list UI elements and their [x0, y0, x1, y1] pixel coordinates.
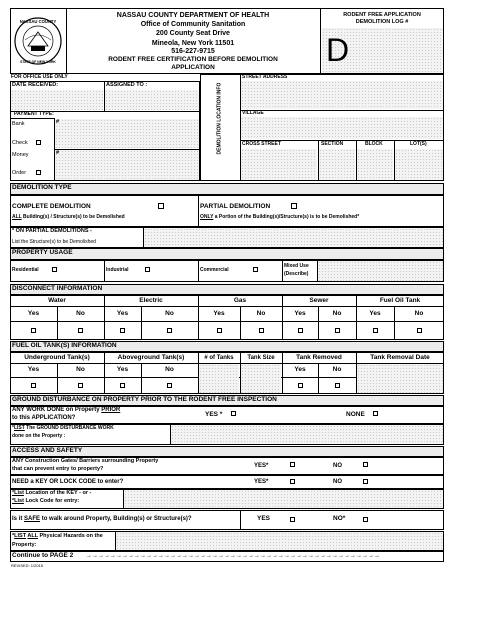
payment-type-label: PAYMENT TYPE:: [14, 111, 54, 117]
list-key-word: *List: [12, 490, 24, 496]
demolition-type-heading: DEMOLITION TYPE: [12, 184, 72, 191]
underground-no-label: No: [76, 366, 85, 373]
partial-demolition-label: PARTIAL DEMOLITION: [200, 203, 271, 210]
gas-yes-label: Yes: [213, 310, 225, 317]
num-tanks-field[interactable]: [199, 364, 239, 393]
electric-no-label: No: [165, 310, 174, 317]
money-order-checkbox[interactable]: [36, 170, 41, 175]
underground-tanks-label: Underground Tank(s): [24, 354, 90, 361]
revised-date: REVISED: 1/2015: [11, 563, 44, 568]
money-order-number-sign: #: [56, 150, 60, 156]
ground-list-word: LIST: [13, 425, 25, 431]
key-location-line1: [12, 491, 91, 497]
hazards-text: Physical Hazards on the: [37, 533, 103, 539]
partial-desc-text: a Portion of the Building(s)/Structure(s) is to be Demolished*: [213, 214, 360, 220]
utility-fuel-oil-tank: Fuel Oil Tank: [379, 297, 421, 304]
sewer-no-checkbox[interactable]: [335, 328, 340, 333]
removed-no-label: No: [332, 366, 342, 373]
key-location-line2: [12, 499, 79, 505]
lots-label: LOT(S): [410, 141, 427, 147]
partial-demolition-desc: [200, 215, 359, 220]
fuel-oil-heading: FUEL OIL TANK(S) INFORMATION: [12, 342, 117, 349]
order-label: Order: [12, 170, 27, 176]
gates-yes-label: YES*: [254, 463, 269, 469]
residential-label: Residential: [12, 267, 39, 273]
only-emphasis: ONLY: [200, 214, 214, 220]
aboveground-yes-checkbox[interactable]: [120, 383, 125, 388]
utility-water: Water: [48, 297, 66, 304]
prior-emphasis: PRIOR: [101, 407, 121, 413]
key-yes-label: YES*: [254, 479, 269, 485]
residential-checkbox[interactable]: [52, 267, 57, 272]
ground-yes-label: YES *: [205, 411, 223, 418]
property-usage-header: [10, 248, 444, 260]
gates-question-line2: that can prevent entry to property?: [12, 466, 104, 472]
form-title-line1: RODENT FREE CERTIFICATION BEFORE DEMOLITION: [108, 56, 278, 63]
block-label: BLOCK: [365, 141, 383, 147]
all-emphasis: ALL: [12, 214, 22, 220]
removed-yes-label: Yes: [294, 366, 306, 373]
hazards-all-word: ALL: [27, 533, 38, 539]
seal-lettering-bottom: STATE OF NEW YORK: [20, 60, 56, 64]
industrial-checkbox[interactable]: [145, 267, 150, 272]
log-label-line1: RODENT FREE APPLICATION: [343, 12, 421, 18]
fuel-oil-no-label: No: [414, 310, 424, 317]
date-received-field[interactable]: [11, 90, 103, 110]
key-yes-checkbox[interactable]: [290, 479, 295, 484]
partial-note-line2: List the Structure(s) to be Demolished: [12, 239, 96, 245]
assigned-to-label: ASSIGNED TO :: [106, 82, 148, 88]
utility-sewer: Sewer: [309, 297, 329, 304]
street-address-label: STREET ADDRESS: [242, 74, 288, 80]
gates-yes-checkbox[interactable]: [290, 462, 295, 467]
disconnect-heading: DISCONNECT INFORMATION: [12, 285, 103, 292]
electric-no-checkbox[interactable]: [167, 328, 172, 333]
ground-list-line2: done on the Property :: [12, 433, 66, 439]
seal-lettering-top: NASSAU COUNTY: [19, 19, 57, 24]
gates-no-checkbox[interactable]: [363, 462, 368, 467]
ground-heading: GROUND DISTURBANCE ON PROPERTY PRIOR TO THE RODENT FREE INSPECTION: [12, 396, 277, 403]
partial-demolition-checkbox[interactable]: [291, 203, 297, 209]
mixed-use-field[interactable]: [317, 261, 443, 281]
assigned-to-field[interactable]: [105, 90, 199, 110]
water-yes-checkbox[interactable]: [31, 328, 36, 333]
check-number-sign: #: [56, 119, 60, 125]
cross-street-field[interactable]: [241, 149, 317, 180]
safe-yes-label: YES: [257, 515, 271, 522]
commercial-label: Commercial: [200, 267, 229, 273]
hazards-list-word: LIST: [14, 533, 27, 539]
complete-demolition-desc: [12, 215, 125, 220]
fuel-oil-yes-checkbox[interactable]: [373, 328, 378, 333]
num-tanks-label: # of Tanks: [204, 355, 234, 361]
continue-label: Continue to PAGE 2: [12, 552, 74, 559]
agency-name: NASSAU COUNTY DEPARTMENT OF HEALTH: [116, 12, 270, 19]
log-letter: D: [326, 32, 350, 68]
sewer-yes-label: Yes: [294, 310, 306, 317]
fuel-oil-no-checkbox[interactable]: [417, 328, 422, 333]
location-vertical-label: DEMOLITION LOCATION INFO: [216, 82, 223, 155]
village-label: VILLAGE: [242, 110, 264, 116]
underground-yes-checkbox[interactable]: [31, 383, 36, 388]
sewer-no-label: No: [332, 310, 342, 317]
log-label-line2: DEMOLITION LOG #: [355, 19, 409, 25]
demolition-type-header: [10, 183, 444, 195]
commercial-checkbox[interactable]: [253, 267, 258, 272]
ground-none-label: NONE: [346, 411, 365, 418]
hazards-line1: [12, 534, 103, 540]
electric-yes-checkbox[interactable]: [120, 328, 125, 333]
aboveground-tanks-label: Aboveground Tank(s): [117, 354, 185, 361]
safe-yes-checkbox[interactable]: [290, 517, 295, 522]
ground-list-rest: The GROUND DISTURBANCE WORK: [24, 425, 114, 431]
hazards-star: *: [12, 533, 15, 539]
check-checkbox[interactable]: [36, 140, 41, 145]
aboveground-yes-label: Yes: [116, 366, 129, 373]
tank-removal-date-label: Tank Removal Date: [370, 354, 430, 361]
safe-no-label: NO*: [333, 515, 346, 522]
gates-question-line1: ANY Construction Gates/ Barriers surrounding Property: [12, 458, 159, 464]
hazards-line2: Property:: [12, 542, 37, 548]
ground-list-line1: [12, 426, 114, 431]
lots-field[interactable]: [395, 149, 443, 180]
electric-yes-label: Yes: [116, 310, 129, 317]
industrial-label: Industrial: [106, 267, 129, 273]
fuel-oil-yes-label: Yes: [369, 310, 381, 317]
tank-removal-date-field[interactable]: [357, 364, 443, 393]
tank-size-field[interactable]: [241, 364, 281, 393]
water-no-checkbox[interactable]: [78, 328, 83, 333]
section-field[interactable]: [319, 149, 355, 180]
county-seal: [13, 10, 63, 72]
sewer-yes-checkbox[interactable]: [298, 328, 303, 333]
safe-question: [12, 516, 192, 522]
safe-no-checkbox[interactable]: [363, 517, 368, 522]
demolition-type-row: [10, 195, 444, 227]
underground-no-checkbox[interactable]: [78, 383, 83, 388]
partial-structures-field[interactable]: [143, 228, 443, 247]
utility-gas: Gas: [233, 297, 247, 304]
ground-question-a: ANY WORK DONE on Property: [12, 407, 102, 413]
complete-demolition-label: COMPLETE DEMOLITION: [12, 203, 91, 210]
underground-yes-label: Yes: [27, 366, 40, 373]
physical-hazards-field[interactable]: [115, 532, 443, 550]
gas-no-label: No: [256, 310, 266, 317]
list-code-word: *List: [12, 498, 24, 504]
safe-question-b: to walk around Property, Building(s) or Structure(s)?: [40, 516, 192, 522]
aboveground-no-label: No: [165, 366, 174, 373]
money-order-number-field[interactable]: [55, 150, 199, 180]
gas-no-checkbox[interactable]: [259, 328, 264, 333]
key-no-label: NO: [333, 479, 342, 485]
continue-arrows: →→→→→→→→→→→→→→→→→→→→→→→→→→→→→→→→→→→→→→→→→→→→→→→→→: [86, 553, 380, 559]
check-label: Check: [12, 140, 28, 146]
partial-note-line1: * ON PARTIAL DEMOLITIONS -: [12, 228, 92, 234]
cross-street-label: CROSS STREET: [242, 141, 281, 147]
tank-removed-label: Tank Removed: [296, 354, 342, 361]
office-street: 200 County Seat Drive: [156, 30, 230, 37]
block-field[interactable]: [357, 149, 393, 180]
check-number-field[interactable]: [55, 119, 199, 148]
ground-question-line2: to this APPLICATION?: [12, 415, 76, 421]
gates-no-label: NO: [333, 463, 342, 469]
mixed-use-label: Mixed Use: [284, 263, 309, 269]
property-usage-heading: PROPERTY USAGE: [12, 249, 73, 256]
gas-yes-checkbox[interactable]: [217, 328, 222, 333]
ground-question-line1: [12, 407, 120, 413]
money-label: Money: [12, 152, 29, 158]
office-use-label: FOR OFFICE USE ONLY: [11, 74, 68, 80]
office-phone: 516-227-9715: [171, 48, 215, 55]
removed-yes-checkbox[interactable]: [298, 383, 303, 388]
tank-size-label: Tank Size: [247, 355, 275, 361]
office-name: Office of Community Sanitation: [140, 21, 246, 28]
lock-code-text: Lock Code for entry:: [23, 498, 80, 504]
ground-list-star: *: [12, 425, 14, 431]
mixed-use-describe-label: (Describe): [284, 271, 309, 277]
water-no-label: No: [76, 310, 85, 317]
key-question: NEED a KEY OR LOCK CODE to enter?: [12, 479, 124, 485]
street-address-field[interactable]: [241, 81, 443, 109]
section-label: SECTION: [321, 141, 344, 147]
removed-no-checkbox[interactable]: [335, 383, 340, 388]
water-yes-label: Yes: [27, 310, 40, 317]
safe-question-a: Is it: [12, 516, 25, 522]
ground-none-checkbox[interactable]: [373, 411, 378, 416]
bank-label: Bank: [12, 121, 25, 127]
key-location-field[interactable]: [123, 490, 443, 508]
utility-electric: Electric: [139, 297, 163, 304]
key-location-text: Location of the KEY - or -: [23, 490, 92, 496]
complete-desc-text: Building(s) / Structure(s) to be Demolished: [21, 214, 125, 220]
key-no-checkbox[interactable]: [363, 479, 368, 484]
date-received-label: DATE RECEIVED:: [12, 82, 59, 88]
access-heading: ACCESS AND SAFETY: [12, 447, 83, 454]
aboveground-no-checkbox[interactable]: [167, 383, 172, 388]
village-field[interactable]: [241, 117, 443, 139]
complete-demolition-checkbox[interactable]: [158, 203, 164, 209]
office-city: Mineola, New York 11501: [151, 40, 235, 47]
ground-disturbance-field[interactable]: [170, 425, 443, 444]
form-title-line2: APPLICATION: [171, 64, 215, 71]
ground-yes-checkbox[interactable]: [231, 411, 236, 416]
safe-emphasis: SAFE: [24, 516, 41, 522]
